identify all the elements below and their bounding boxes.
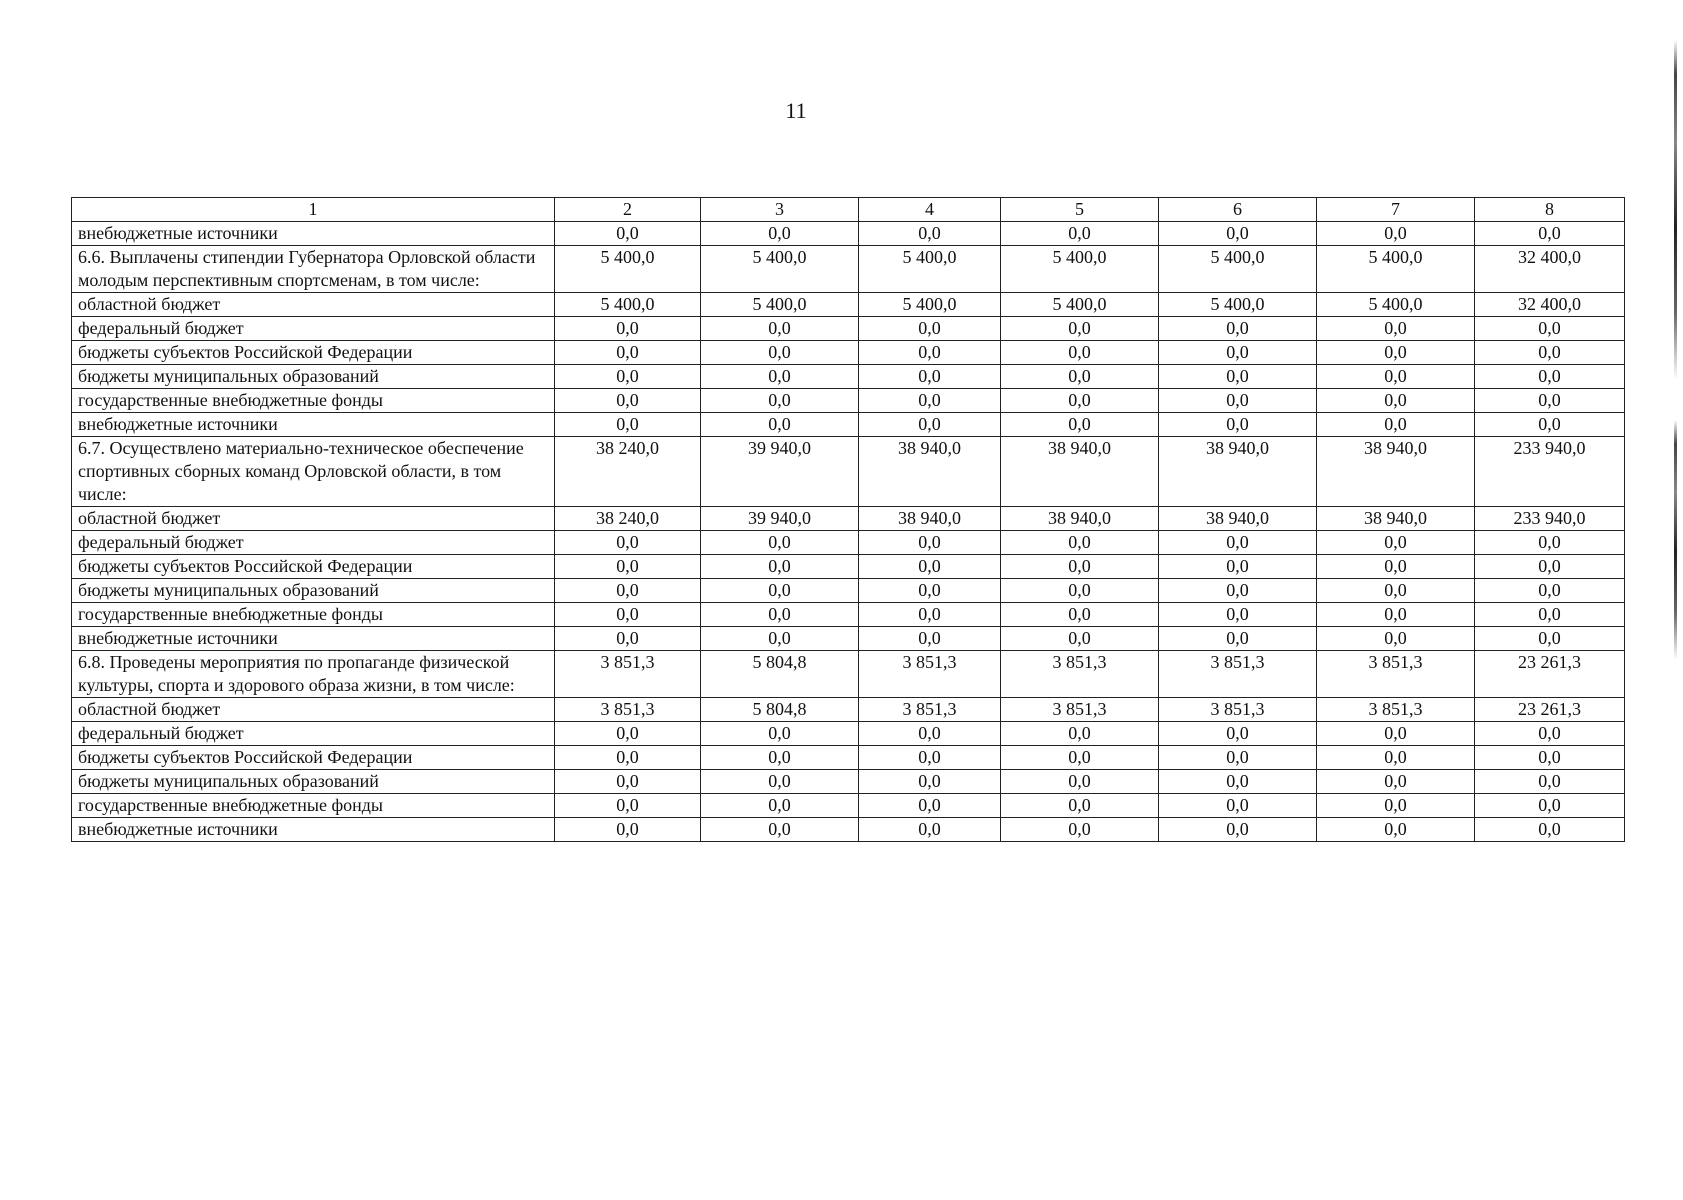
column-number-header: 4 [859, 198, 1001, 222]
section-title-cell: 6.7. Осуществлено материально-техническое обеспечение спортивных сборных команд Орловской области, в том числе: [72, 437, 555, 507]
amount-cell: 0,0 [859, 389, 1001, 413]
source-label-cell: федеральный бюджет [72, 722, 555, 746]
amount-cell: 0,0 [701, 627, 859, 651]
amount-cell: 0,0 [1001, 746, 1159, 770]
amount-cell: 3 851,3 [1159, 651, 1317, 698]
amount-cell: 0,0 [1001, 770, 1159, 794]
amount-cell: 0,0 [1001, 222, 1159, 246]
amount-cell: 3 851,3 [555, 698, 701, 722]
amount-cell: 0,0 [1159, 627, 1317, 651]
amount-cell: 0,0 [1317, 389, 1475, 413]
source-label-cell: бюджеты субъектов Российской Федерации [72, 746, 555, 770]
source-label-cell: внебюджетные источники [72, 222, 555, 246]
amount-cell: 0,0 [1317, 317, 1475, 341]
amount-cell: 5 400,0 [701, 246, 859, 293]
amount-cell: 0,0 [1317, 603, 1475, 627]
amount-cell: 0,0 [1317, 341, 1475, 365]
source-label-cell: бюджеты муниципальных образований [72, 770, 555, 794]
amount-cell: 0,0 [1475, 222, 1625, 246]
table-row [72, 770, 1625, 794]
amount-cell: 0,0 [555, 770, 701, 794]
table-row [72, 579, 1625, 603]
source-label-cell: государственные внебюджетные фонды [72, 794, 555, 818]
source-label-cell: федеральный бюджет [72, 317, 555, 341]
table-row [72, 603, 1625, 627]
amount-cell: 0,0 [555, 818, 701, 842]
amount-cell: 0,0 [1317, 794, 1475, 818]
scan-edge-mark [1674, 40, 1677, 380]
amount-cell: 0,0 [1159, 365, 1317, 389]
table-row [72, 531, 1625, 555]
amount-cell: 0,0 [1475, 389, 1625, 413]
table-row [72, 293, 1625, 317]
amount-cell: 38 940,0 [1317, 437, 1475, 507]
amount-cell: 0,0 [1317, 746, 1475, 770]
amount-cell: 0,0 [1475, 531, 1625, 555]
source-label-cell: государственные внебюджетные фонды [72, 389, 555, 413]
amount-cell: 0,0 [555, 603, 701, 627]
amount-cell: 0,0 [1001, 317, 1159, 341]
amount-cell: 0,0 [1317, 627, 1475, 651]
amount-cell: 5 400,0 [1001, 293, 1159, 317]
source-label-cell: бюджеты муниципальных образований [72, 365, 555, 389]
amount-cell: 0,0 [1475, 746, 1625, 770]
amount-cell: 0,0 [555, 389, 701, 413]
amount-cell: 3 851,3 [1001, 698, 1159, 722]
amount-cell: 0,0 [1001, 603, 1159, 627]
amount-cell: 3 851,3 [555, 651, 701, 698]
amount-cell: 0,0 [1317, 579, 1475, 603]
amount-cell: 5 804,8 [701, 651, 859, 698]
amount-cell: 0,0 [701, 770, 859, 794]
amount-cell: 0,0 [1001, 413, 1159, 437]
amount-cell: 38 940,0 [859, 507, 1001, 531]
amount-cell: 0,0 [1475, 413, 1625, 437]
amount-cell: 3 851,3 [1317, 651, 1475, 698]
amount-cell: 0,0 [1159, 579, 1317, 603]
amount-cell: 23 261,3 [1475, 698, 1625, 722]
amount-cell: 0,0 [701, 722, 859, 746]
source-label-cell: федеральный бюджет [72, 531, 555, 555]
amount-cell: 5 400,0 [1159, 246, 1317, 293]
source-label-cell: внебюджетные источники [72, 627, 555, 651]
column-number-header: 3 [701, 198, 859, 222]
amount-cell: 0,0 [701, 413, 859, 437]
amount-cell: 0,0 [1001, 722, 1159, 746]
amount-cell: 5 400,0 [701, 293, 859, 317]
amount-cell: 0,0 [555, 531, 701, 555]
amount-cell: 3 851,3 [1001, 651, 1159, 698]
amount-cell: 38 940,0 [1159, 437, 1317, 507]
amount-cell: 0,0 [859, 722, 1001, 746]
amount-cell: 0,0 [555, 413, 701, 437]
amount-cell: 0,0 [1001, 818, 1159, 842]
amount-cell: 0,0 [1475, 794, 1625, 818]
amount-cell: 3 851,3 [859, 698, 1001, 722]
amount-cell: 5 400,0 [555, 293, 701, 317]
section-row [72, 437, 1625, 507]
source-label-cell: внебюджетные источники [72, 818, 555, 842]
amount-cell: 0,0 [1159, 222, 1317, 246]
table-row [72, 746, 1625, 770]
amount-cell: 38 240,0 [555, 507, 701, 531]
amount-cell: 0,0 [1001, 627, 1159, 651]
amount-cell: 233 940,0 [1475, 507, 1625, 531]
amount-cell: 5 400,0 [1317, 246, 1475, 293]
amount-cell: 0,0 [1475, 722, 1625, 746]
amount-cell: 0,0 [701, 603, 859, 627]
amount-cell: 0,0 [1317, 365, 1475, 389]
table-row [72, 341, 1625, 365]
amount-cell: 0,0 [555, 317, 701, 341]
table-row [72, 698, 1625, 722]
amount-cell: 0,0 [701, 579, 859, 603]
table-row [72, 413, 1625, 437]
column-number-header: 5 [1001, 198, 1159, 222]
table-row [72, 365, 1625, 389]
amount-cell: 0,0 [859, 317, 1001, 341]
amount-cell: 0,0 [859, 579, 1001, 603]
table-header-row [72, 198, 1625, 222]
table-row [72, 794, 1625, 818]
amount-cell: 5 400,0 [859, 246, 1001, 293]
amount-cell: 23 261,3 [1475, 651, 1625, 698]
amount-cell: 0,0 [701, 555, 859, 579]
amount-cell: 0,0 [1475, 818, 1625, 842]
section-row [72, 246, 1625, 293]
amount-cell: 0,0 [1317, 555, 1475, 579]
amount-cell: 38 940,0 [1159, 507, 1317, 531]
amount-cell: 0,0 [859, 603, 1001, 627]
amount-cell: 32 400,0 [1475, 246, 1625, 293]
amount-cell: 3 851,3 [859, 651, 1001, 698]
amount-cell: 0,0 [1317, 413, 1475, 437]
amount-cell: 0,0 [1317, 222, 1475, 246]
amount-cell: 39 940,0 [701, 437, 859, 507]
table-row [72, 222, 1625, 246]
amount-cell: 0,0 [701, 222, 859, 246]
section-title-cell: 6.6. Выплачены стипендии Губернатора Орловской области молодым перспективным спортсменам, в том числе: [72, 246, 555, 293]
amount-cell: 0,0 [1001, 365, 1159, 389]
amount-cell: 0,0 [1159, 341, 1317, 365]
amount-cell: 0,0 [1001, 555, 1159, 579]
amount-cell: 38 240,0 [555, 437, 701, 507]
amount-cell: 0,0 [1159, 317, 1317, 341]
table-row [72, 507, 1625, 531]
amount-cell: 0,0 [1475, 365, 1625, 389]
amount-cell: 0,0 [859, 746, 1001, 770]
amount-cell: 0,0 [859, 555, 1001, 579]
amount-cell: 0,0 [1159, 746, 1317, 770]
amount-cell: 0,0 [555, 794, 701, 818]
amount-cell: 0,0 [1001, 531, 1159, 555]
amount-cell: 0,0 [1159, 531, 1317, 555]
amount-cell: 38 940,0 [1001, 437, 1159, 507]
amount-cell: 233 940,0 [1475, 437, 1625, 507]
amount-cell: 0,0 [555, 627, 701, 651]
amount-cell: 5 400,0 [555, 246, 701, 293]
amount-cell: 3 851,3 [1159, 698, 1317, 722]
amount-cell: 0,0 [1475, 555, 1625, 579]
amount-cell: 0,0 [555, 222, 701, 246]
budget-table [71, 197, 1625, 842]
source-label-cell: областной бюджет [72, 293, 555, 317]
amount-cell: 0,0 [1001, 794, 1159, 818]
amount-cell: 0,0 [1475, 770, 1625, 794]
amount-cell: 0,0 [859, 818, 1001, 842]
amount-cell: 0,0 [859, 770, 1001, 794]
column-number-header: 8 [1475, 198, 1625, 222]
amount-cell: 0,0 [1001, 341, 1159, 365]
table-row [72, 722, 1625, 746]
amount-cell: 38 940,0 [859, 437, 1001, 507]
amount-cell: 0,0 [859, 413, 1001, 437]
table-row [72, 555, 1625, 579]
amount-cell: 0,0 [555, 746, 701, 770]
amount-cell: 0,0 [701, 794, 859, 818]
source-label-cell: бюджеты субъектов Российской Федерации [72, 555, 555, 579]
amount-cell: 0,0 [1475, 627, 1625, 651]
amount-cell: 39 940,0 [701, 507, 859, 531]
amount-cell: 0,0 [1159, 722, 1317, 746]
amount-cell: 0,0 [555, 579, 701, 603]
amount-cell: 0,0 [859, 627, 1001, 651]
amount-cell: 32 400,0 [1475, 293, 1625, 317]
amount-cell: 0,0 [1001, 389, 1159, 413]
table-row [72, 818, 1625, 842]
amount-cell: 0,0 [859, 794, 1001, 818]
amount-cell: 0,0 [701, 746, 859, 770]
amount-cell: 0,0 [1317, 770, 1475, 794]
amount-cell: 0,0 [1159, 389, 1317, 413]
amount-cell: 0,0 [701, 531, 859, 555]
amount-cell: 0,0 [1159, 603, 1317, 627]
amount-cell: 0,0 [701, 341, 859, 365]
amount-cell: 5 400,0 [1159, 293, 1317, 317]
amount-cell: 0,0 [555, 365, 701, 389]
section-title-cell: 6.8. Проведены мероприятия по пропаганде физической культуры, спорта и здорового образа жизни, в том числе: [72, 651, 555, 698]
amount-cell: 0,0 [1475, 317, 1625, 341]
amount-cell: 0,0 [1159, 794, 1317, 818]
source-label-cell: бюджеты субъектов Российской Федерации [72, 341, 555, 365]
amount-cell: 5 400,0 [1317, 293, 1475, 317]
amount-cell: 3 851,3 [1317, 698, 1475, 722]
amount-cell: 5 400,0 [859, 293, 1001, 317]
amount-cell: 0,0 [859, 341, 1001, 365]
column-number-header: 1 [72, 198, 555, 222]
table-row [72, 627, 1625, 651]
amount-cell: 0,0 [859, 222, 1001, 246]
amount-cell: 0,0 [555, 341, 701, 365]
amount-cell: 0,0 [859, 531, 1001, 555]
source-label-cell: областной бюджет [72, 507, 555, 531]
amount-cell: 0,0 [859, 365, 1001, 389]
page-number: 11 [785, 98, 807, 123]
amount-cell: 0,0 [1159, 555, 1317, 579]
amount-cell: 5 804,8 [701, 698, 859, 722]
amount-cell: 0,0 [701, 818, 859, 842]
source-label-cell: государственные внебюджетные фонды [72, 603, 555, 627]
amount-cell: 0,0 [701, 317, 859, 341]
amount-cell: 0,0 [1475, 603, 1625, 627]
amount-cell: 0,0 [701, 389, 859, 413]
amount-cell: 38 940,0 [1317, 507, 1475, 531]
amount-cell: 0,0 [1317, 722, 1475, 746]
amount-cell: 0,0 [555, 555, 701, 579]
table-row [72, 389, 1625, 413]
column-number-header: 6 [1159, 198, 1317, 222]
amount-cell: 0,0 [1001, 579, 1159, 603]
source-label-cell: бюджеты муниципальных образований [72, 579, 555, 603]
amount-cell: 0,0 [1159, 413, 1317, 437]
amount-cell: 0,0 [1317, 818, 1475, 842]
scan-edge-mark [1674, 420, 1677, 660]
column-number-header: 2 [555, 198, 701, 222]
amount-cell: 0,0 [701, 365, 859, 389]
amount-cell: 0,0 [1475, 579, 1625, 603]
amount-cell: 5 400,0 [1001, 246, 1159, 293]
amount-cell: 0,0 [555, 722, 701, 746]
amount-cell: 0,0 [1159, 770, 1317, 794]
section-row [72, 651, 1625, 698]
source-label-cell: областной бюджет [72, 698, 555, 722]
table-row [72, 317, 1625, 341]
amount-cell: 38 940,0 [1001, 507, 1159, 531]
column-number-header: 7 [1317, 198, 1475, 222]
source-label-cell: внебюджетные источники [72, 413, 555, 437]
amount-cell: 0,0 [1159, 818, 1317, 842]
amount-cell: 0,0 [1475, 341, 1625, 365]
amount-cell: 0,0 [1317, 531, 1475, 555]
